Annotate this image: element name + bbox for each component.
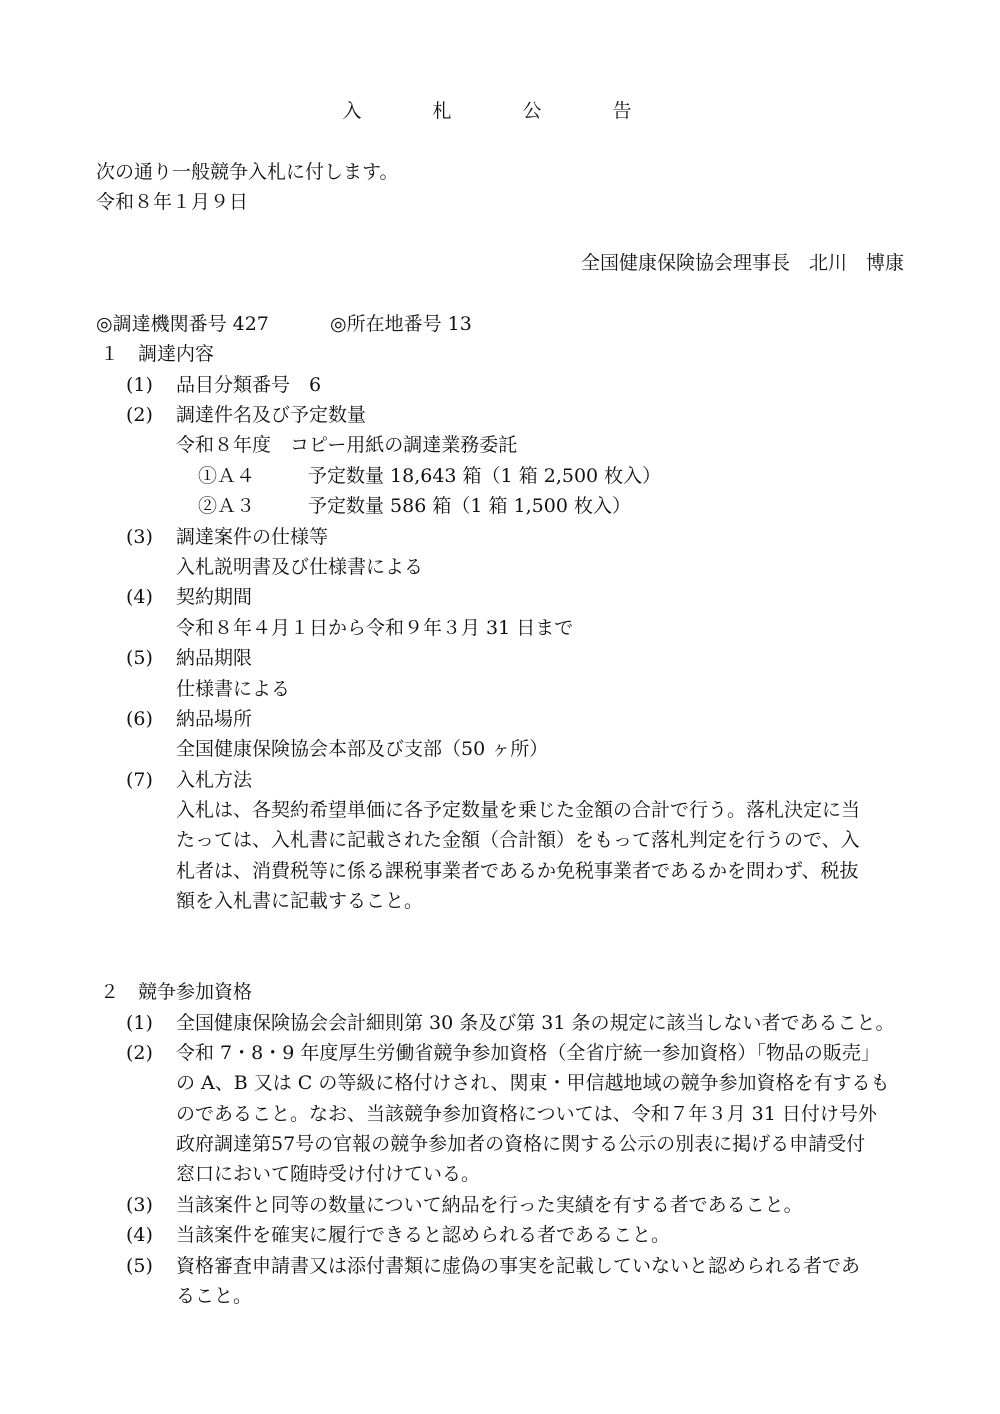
agency-code: ◎調達機関番号 427 [96, 313, 269, 335]
item-body: 令和８年４月１日から令和９年３月 31 日まで [176, 617, 574, 639]
item-title: 納品期限 [176, 647, 253, 669]
quantity-a3: 予定数量 586 箱（1 箱 1,500 枚入） [308, 495, 631, 517]
item-body: 当該案件を確実に履行できると認められる者であること。 [176, 1224, 671, 1246]
item-title: 契約期間 [176, 586, 253, 608]
item-number: (1) [126, 374, 153, 396]
item-body: 全国健康保険協会会計細則第 30 条及び第 31 条の規定に該当しない者であること。 [176, 1012, 895, 1034]
item-number: (3) [126, 1194, 153, 1216]
item-body: 額を入札書に記載すること。 [176, 890, 424, 912]
paper-size-a4: ①Ａ４ [198, 465, 256, 487]
item-body: たっては、入札書に記載された金額（合計額）をもって落札判定を行うので、入 [176, 829, 860, 851]
item-title: 納品場所 [176, 708, 253, 730]
notice-date: 令和８年１月９日 [96, 191, 249, 213]
item-number: (6) [126, 708, 153, 730]
item-title: 品目分類番号 6 [176, 374, 322, 396]
item-title: 調達件名及び予定数量 [176, 404, 367, 426]
item-number: (5) [126, 647, 153, 669]
page-title: 入 札 公 告 [342, 100, 658, 122]
section2-heading: ２ 競争参加資格 [100, 981, 253, 1003]
item-number: (4) [126, 1224, 153, 1246]
paper-size-a3: ②Ａ３ [198, 495, 256, 517]
item-number: (7) [126, 769, 153, 791]
quantity-a4: 予定数量 18,643 箱（1 箱 2,500 枚入） [308, 465, 662, 487]
item-title: 調達案件の仕様等 [176, 526, 329, 548]
item-number: (5) [126, 1255, 153, 1277]
item-number: (2) [126, 1042, 153, 1064]
item-body: のであること。なお、当該競争参加資格については、令和７年３月 31 日付け号外 [176, 1103, 877, 1125]
item-body: 令和 7・8・9 年度厚生労働省競争参加資格（全省庁統一参加資格）「物品の販売」 [176, 1042, 880, 1064]
location-code: ◎所在地番号 13 [330, 313, 472, 335]
item-body: 当該案件と同等の数量について納品を行った実績を有する者であること。 [176, 1194, 803, 1216]
item-number: (3) [126, 526, 153, 548]
item-title: 入札方法 [176, 769, 253, 791]
item-body: 全国健康保険協会本部及び支部（50 ヶ所） [176, 738, 549, 760]
item-body: 入札は、各契約希望単価に各予定数量を乗じた金額の合計で行う。落札決定に当 [176, 799, 861, 821]
item-body: 資格審査申請書又は添付書類に虚偽の事実を記載していないと認められる者であ [176, 1255, 861, 1277]
item-body: 仕様書による [176, 678, 291, 700]
item-body: 窓口において随時受け付けている。 [176, 1163, 481, 1185]
procurement-name: 令和８年度 コピー用紙の調達業務委託 [176, 434, 518, 456]
section1-heading: １ 調達内容 [100, 343, 215, 365]
item-body: 入札説明書及び仕様書による [176, 556, 424, 578]
item-number: (2) [126, 404, 153, 426]
item-body: 政府調達第57号の官報の競争参加者の資格に関する公示の別表に掲げる申請受付 [176, 1133, 866, 1155]
issuer-name: 全国健康保険協会理事長 北川 博康 [580, 252, 904, 274]
item-number: (4) [126, 586, 153, 608]
item-body: の A、B 又は C の等級に格付けされ、関東・甲信越地域の競争参加資格を有するも [176, 1072, 890, 1094]
item-body: ること。 [176, 1285, 253, 1307]
intro-text: 次の通り一般競争入札に付します。 [96, 161, 399, 183]
item-number: (1) [126, 1012, 153, 1034]
item-body: 札者は、消費税等に係る課税事業者であるか免税事業者であるかを問わず、税抜 [176, 860, 859, 882]
